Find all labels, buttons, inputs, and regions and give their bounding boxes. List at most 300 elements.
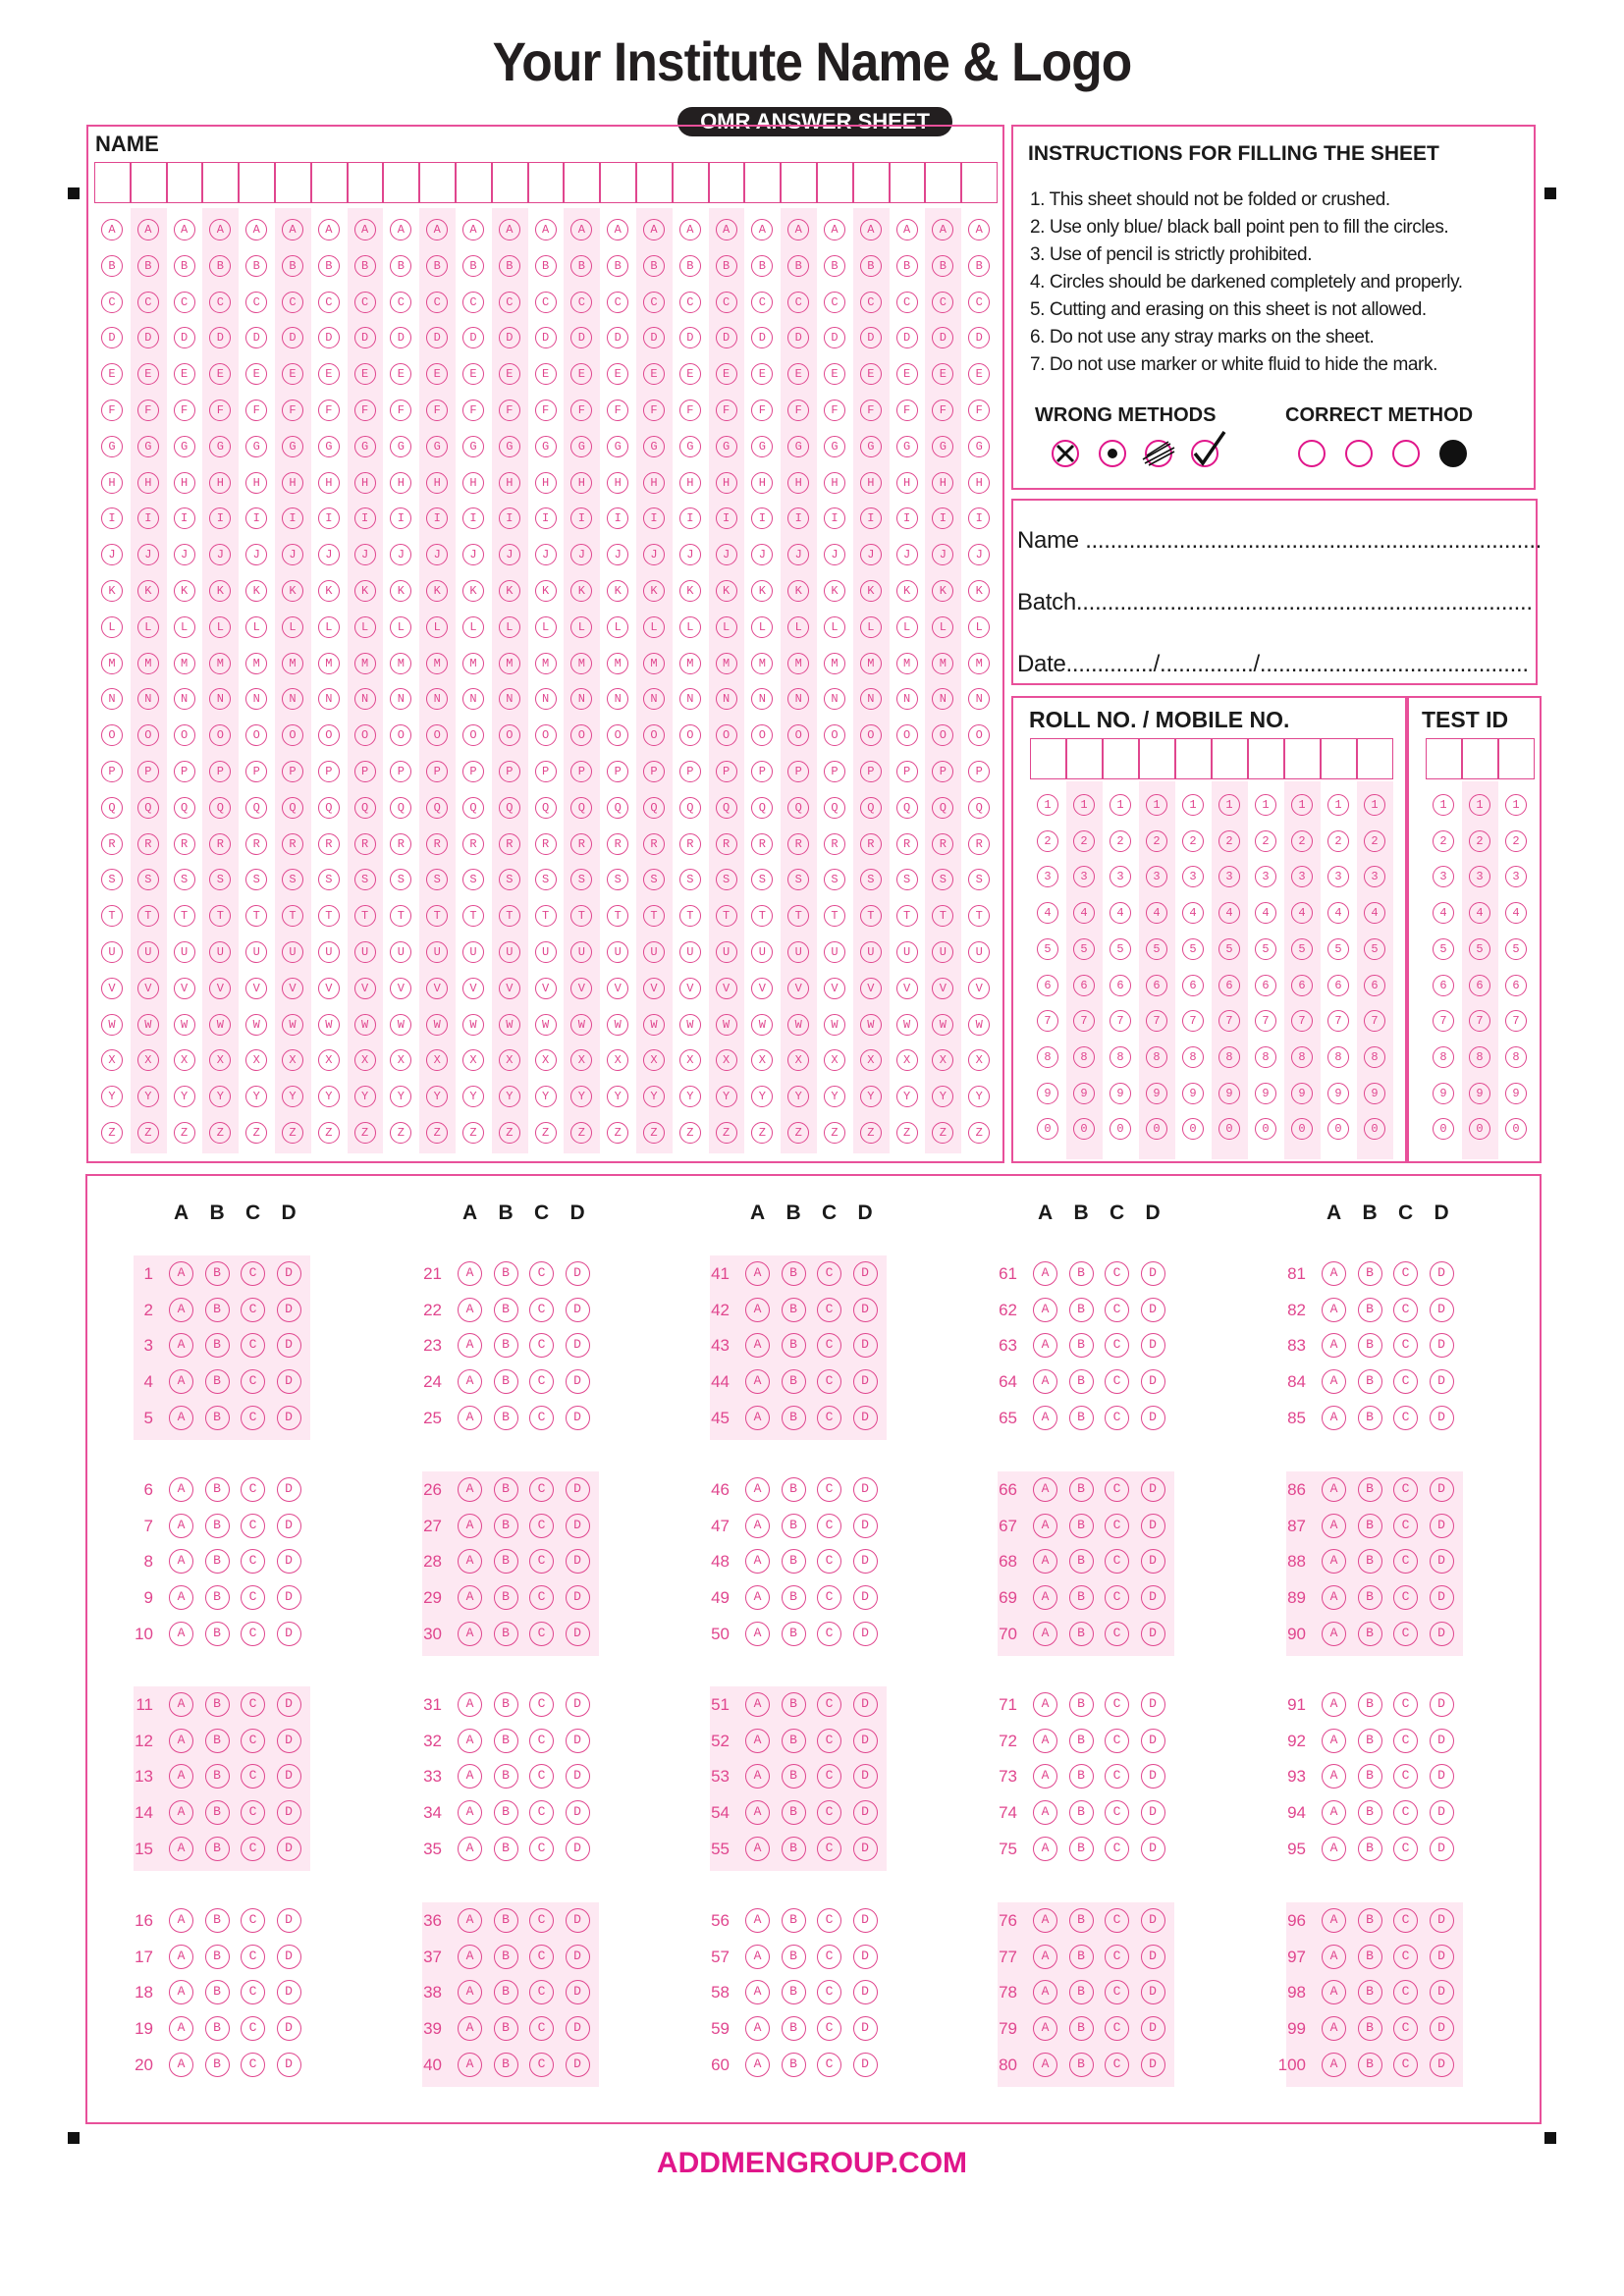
answer-bubble[interactable]: B — [782, 1764, 806, 1789]
name-bubble[interactable]: P — [499, 761, 520, 782]
name-bubble[interactable]: B — [860, 255, 882, 277]
roll-bubble[interactable]: 6 — [1291, 975, 1313, 996]
name-bubble[interactable]: C — [824, 292, 845, 313]
answer-bubble[interactable]: C — [817, 1980, 841, 2004]
roll-bubble[interactable]: 6 — [1037, 975, 1058, 996]
answer-bubble[interactable]: C — [817, 1729, 841, 1753]
name-bubble[interactable]: T — [824, 905, 845, 927]
answer-bubble[interactable]: C — [817, 2053, 841, 2077]
answer-bubble[interactable]: A — [169, 1477, 193, 1502]
name-bubble[interactable]: A — [101, 219, 123, 240]
roll-bubble[interactable]: 4 — [1218, 902, 1240, 924]
answer-bubble[interactable]: A — [745, 1837, 770, 1861]
answer-bubble[interactable]: B — [1358, 1261, 1382, 1286]
name-bubble[interactable]: Z — [716, 1122, 737, 1144]
answer-bubble[interactable]: C — [817, 1945, 841, 1969]
name-bubble[interactable]: A — [354, 219, 376, 240]
name-bubble[interactable]: D — [932, 327, 953, 348]
name-bubble[interactable]: C — [245, 292, 267, 313]
name-bubble[interactable]: A — [643, 219, 665, 240]
answer-bubble[interactable]: B — [205, 1908, 230, 1933]
answer-bubble[interactable]: C — [529, 1908, 554, 1933]
answer-bubble[interactable]: D — [853, 1729, 878, 1753]
answer-bubble[interactable]: A — [1322, 1406, 1346, 1430]
test-id-bubble[interactable]: 1 — [1505, 794, 1527, 816]
roll-bubble[interactable]: 6 — [1182, 975, 1204, 996]
answer-bubble[interactable]: A — [458, 1908, 482, 1933]
name-bubble[interactable]: T — [751, 905, 773, 927]
name-bubble[interactable]: V — [101, 978, 123, 999]
answer-bubble[interactable]: C — [1393, 1980, 1418, 2004]
name-bubble[interactable]: I — [499, 507, 520, 529]
name-bubble[interactable]: O — [354, 724, 376, 746]
name-bubble[interactable]: Q — [174, 797, 195, 819]
answer-bubble[interactable]: D — [566, 1333, 590, 1358]
name-bubble[interactable]: J — [209, 544, 231, 565]
name-bubble[interactable]: Z — [318, 1122, 340, 1144]
answer-bubble[interactable]: D — [566, 1369, 590, 1394]
name-field[interactable]: Name ......................................................................... — [1017, 527, 1543, 554]
name-bubble[interactable]: O — [101, 724, 123, 746]
answer-bubble[interactable]: C — [1393, 1729, 1418, 1753]
name-bubble[interactable]: D — [751, 327, 773, 348]
answer-bubble[interactable]: A — [1322, 1261, 1346, 1286]
name-bubble[interactable]: C — [932, 292, 953, 313]
name-bubble[interactable]: Q — [860, 797, 882, 819]
answer-bubble[interactable]: D — [1141, 1261, 1165, 1286]
name-bubble[interactable]: C — [679, 292, 701, 313]
name-bubble[interactable]: T — [462, 905, 484, 927]
name-bubble[interactable]: V — [607, 978, 628, 999]
name-bubble[interactable]: Q — [499, 797, 520, 819]
answer-bubble[interactable]: C — [1105, 1298, 1129, 1322]
name-bubble[interactable]: L — [535, 616, 557, 638]
answer-bubble[interactable]: B — [205, 1692, 230, 1717]
answer-bubble[interactable]: C — [241, 2016, 265, 2041]
name-bubble[interactable]: B — [643, 255, 665, 277]
answer-bubble[interactable]: A — [1033, 1800, 1057, 1825]
name-bubble[interactable]: Z — [860, 1122, 882, 1144]
name-bubble[interactable]: M — [751, 653, 773, 674]
name-bubble[interactable]: X — [174, 1049, 195, 1071]
roll-bubble[interactable]: 8 — [1291, 1046, 1313, 1068]
name-bubble[interactable]: U — [932, 941, 953, 963]
answer-bubble[interactable]: B — [1358, 1945, 1382, 1969]
name-bubble[interactable]: D — [354, 327, 376, 348]
roll-bubble[interactable]: 2 — [1146, 830, 1167, 852]
roll-digit-box[interactable] — [1175, 738, 1212, 779]
answer-bubble[interactable]: A — [1033, 1298, 1057, 1322]
answer-bubble[interactable]: B — [494, 1800, 518, 1825]
name-bubble[interactable]: Y — [174, 1086, 195, 1107]
roll-bubble[interactable]: 1 — [1291, 794, 1313, 816]
answer-bubble[interactable]: A — [745, 1622, 770, 1646]
name-bubble[interactable]: I — [354, 507, 376, 529]
name-bubble[interactable]: F — [245, 400, 267, 421]
name-bubble[interactable]: W — [968, 1014, 990, 1036]
name-bubble[interactable]: Y — [318, 1086, 340, 1107]
answer-bubble[interactable]: A — [1322, 2053, 1346, 2077]
name-bubble[interactable]: W — [426, 1014, 448, 1036]
name-bubble[interactable]: Y — [535, 1086, 557, 1107]
name-bubble[interactable]: U — [787, 941, 809, 963]
answer-bubble[interactable]: D — [566, 1261, 590, 1286]
name-bubble[interactable]: S — [101, 869, 123, 890]
name-bubble[interactable]: E — [860, 363, 882, 385]
roll-digit-box[interactable] — [1357, 738, 1393, 779]
test-id-bubble[interactable]: 7 — [1433, 1010, 1454, 1032]
answer-bubble[interactable]: B — [1358, 1369, 1382, 1394]
date-field[interactable]: Date............../.............../........................................... — [1017, 651, 1529, 677]
answer-bubble[interactable]: B — [1358, 1585, 1382, 1610]
answer-bubble[interactable]: B — [1358, 1764, 1382, 1789]
answer-bubble[interactable]: C — [1393, 1333, 1418, 1358]
answer-bubble[interactable]: C — [1393, 2016, 1418, 2041]
answer-bubble[interactable]: A — [169, 1261, 193, 1286]
name-bubble[interactable]: G — [787, 436, 809, 457]
answer-bubble[interactable]: D — [566, 1908, 590, 1933]
name-bubble[interactable]: K — [643, 580, 665, 602]
name-bubble[interactable]: P — [570, 761, 592, 782]
answer-bubble[interactable]: B — [782, 1477, 806, 1502]
answer-bubble[interactable]: C — [1393, 1622, 1418, 1646]
name-bubble[interactable]: E — [679, 363, 701, 385]
answer-bubble[interactable]: A — [169, 1908, 193, 1933]
answer-bubble[interactable]: B — [205, 1261, 230, 1286]
answer-bubble[interactable]: C — [529, 1980, 554, 2004]
answer-bubble[interactable]: A — [169, 1298, 193, 1322]
name-bubble[interactable]: E — [426, 363, 448, 385]
name-bubble[interactable]: E — [570, 363, 592, 385]
name-bubble[interactable]: S — [426, 869, 448, 890]
name-letter-box[interactable] — [709, 162, 745, 203]
name-bubble[interactable]: X — [751, 1049, 773, 1071]
answer-bubble[interactable]: C — [1393, 1800, 1418, 1825]
name-bubble[interactable]: W — [499, 1014, 520, 1036]
name-bubble[interactable]: A — [137, 219, 159, 240]
name-bubble[interactable]: Z — [137, 1122, 159, 1144]
name-bubble[interactable]: Q — [318, 797, 340, 819]
name-bubble[interactable]: C — [209, 292, 231, 313]
name-letter-box[interactable] — [564, 162, 600, 203]
name-bubble[interactable]: Y — [751, 1086, 773, 1107]
answer-bubble[interactable]: B — [782, 1837, 806, 1861]
name-bubble[interactable]: V — [209, 978, 231, 999]
answer-bubble[interactable]: B — [782, 1945, 806, 1969]
name-bubble[interactable]: U — [318, 941, 340, 963]
name-bubble[interactable]: Y — [462, 1086, 484, 1107]
test-id-digit-box[interactable] — [1462, 738, 1498, 779]
name-bubble[interactable]: H — [860, 472, 882, 494]
answer-bubble[interactable]: B — [205, 2016, 230, 2041]
answer-bubble[interactable]: C — [817, 1333, 841, 1358]
name-bubble[interactable]: U — [860, 941, 882, 963]
roll-bubble[interactable]: 5 — [1037, 938, 1058, 960]
name-bubble[interactable]: B — [390, 255, 411, 277]
answer-bubble[interactable]: A — [1033, 1692, 1057, 1717]
name-bubble[interactable]: M — [716, 653, 737, 674]
answer-bubble[interactable]: D — [1141, 1764, 1165, 1789]
name-bubble[interactable]: U — [968, 941, 990, 963]
answer-bubble[interactable]: D — [566, 2053, 590, 2077]
name-bubble[interactable]: T — [679, 905, 701, 927]
answer-bubble[interactable]: C — [529, 1729, 554, 1753]
name-bubble[interactable]: E — [137, 363, 159, 385]
answer-bubble[interactable]: D — [853, 1908, 878, 1933]
name-bubble[interactable]: M — [787, 653, 809, 674]
name-bubble[interactable]: S — [535, 869, 557, 890]
name-bubble[interactable]: L — [716, 616, 737, 638]
answer-bubble[interactable]: A — [1322, 1477, 1346, 1502]
answer-bubble[interactable]: A — [1033, 1549, 1057, 1574]
answer-bubble[interactable]: D — [1141, 1477, 1165, 1502]
answer-bubble[interactable]: D — [1141, 1622, 1165, 1646]
answer-bubble[interactable]: A — [745, 1729, 770, 1753]
answer-bubble[interactable]: A — [1322, 1945, 1346, 1969]
name-letter-box[interactable] — [275, 162, 311, 203]
answer-bubble[interactable]: D — [566, 1585, 590, 1610]
answer-bubble[interactable]: C — [817, 1908, 841, 1933]
name-bubble[interactable]: N — [570, 688, 592, 710]
answer-bubble[interactable]: D — [277, 1800, 301, 1825]
answer-bubble[interactable]: C — [529, 1514, 554, 1538]
test-id-digit-box[interactable] — [1498, 738, 1535, 779]
name-bubble[interactable]: D — [462, 327, 484, 348]
answer-bubble[interactable]: A — [169, 1764, 193, 1789]
answer-bubble[interactable]: A — [1033, 1729, 1057, 1753]
test-id-bubble[interactable]: 0 — [1505, 1118, 1527, 1140]
roll-bubble[interactable]: 7 — [1291, 1010, 1313, 1032]
name-bubble[interactable]: F — [643, 400, 665, 421]
name-bubble[interactable]: X — [896, 1049, 918, 1071]
name-bubble[interactable]: M — [390, 653, 411, 674]
name-bubble[interactable]: N — [426, 688, 448, 710]
name-bubble[interactable]: N — [318, 688, 340, 710]
answer-bubble[interactable]: B — [1358, 2016, 1382, 2041]
name-bubble[interactable]: Z — [787, 1122, 809, 1144]
answer-bubble[interactable]: A — [458, 1261, 482, 1286]
answer-bubble[interactable]: B — [205, 1406, 230, 1430]
name-bubble[interactable]: X — [137, 1049, 159, 1071]
name-bubble[interactable]: Q — [282, 797, 303, 819]
name-bubble[interactable]: P — [318, 761, 340, 782]
name-bubble[interactable]: Q — [354, 797, 376, 819]
name-bubble[interactable]: H — [607, 472, 628, 494]
name-bubble[interactable]: L — [137, 616, 159, 638]
answer-bubble[interactable]: C — [1393, 1477, 1418, 1502]
name-bubble[interactable]: F — [209, 400, 231, 421]
answer-bubble[interactable]: D — [1430, 1549, 1454, 1574]
answer-bubble[interactable]: A — [1322, 1622, 1346, 1646]
answer-bubble[interactable]: B — [205, 1945, 230, 1969]
name-bubble[interactable]: B — [499, 255, 520, 277]
name-bubble[interactable]: A — [499, 219, 520, 240]
roll-bubble[interactable]: 0 — [1182, 1118, 1204, 1140]
name-bubble[interactable]: M — [499, 653, 520, 674]
answer-bubble[interactable]: C — [1105, 1261, 1129, 1286]
roll-bubble[interactable]: 4 — [1073, 902, 1095, 924]
name-letter-box[interactable] — [853, 162, 890, 203]
name-bubble[interactable]: P — [896, 761, 918, 782]
name-bubble[interactable]: C — [462, 292, 484, 313]
name-bubble[interactable]: W — [535, 1014, 557, 1036]
answer-bubble[interactable]: B — [782, 1549, 806, 1574]
name-bubble[interactable]: K — [896, 580, 918, 602]
answer-bubble[interactable]: D — [1430, 1622, 1454, 1646]
test-id-bubble[interactable]: 6 — [1469, 975, 1490, 996]
answer-bubble[interactable]: C — [1393, 1908, 1418, 1933]
name-bubble[interactable]: B — [426, 255, 448, 277]
answer-bubble[interactable]: C — [241, 2053, 265, 2077]
name-bubble[interactable]: Y — [787, 1086, 809, 1107]
test-id-bubble[interactable]: 3 — [1469, 866, 1490, 887]
name-bubble[interactable]: Y — [282, 1086, 303, 1107]
answer-bubble[interactable]: B — [205, 1549, 230, 1574]
answer-bubble[interactable]: C — [529, 1945, 554, 1969]
answer-bubble[interactable]: B — [1358, 1908, 1382, 1933]
roll-bubble[interactable]: 1 — [1327, 794, 1349, 816]
answer-bubble[interactable]: B — [1069, 2053, 1094, 2077]
name-bubble[interactable]: N — [101, 688, 123, 710]
name-bubble[interactable]: T — [896, 905, 918, 927]
name-bubble[interactable]: E — [787, 363, 809, 385]
name-bubble[interactable]: D — [174, 327, 195, 348]
answer-bubble[interactable]: A — [169, 1406, 193, 1430]
roll-bubble[interactable]: 4 — [1327, 902, 1349, 924]
answer-bubble[interactable]: D — [277, 1908, 301, 1933]
answer-bubble[interactable]: D — [853, 1298, 878, 1322]
name-bubble[interactable]: V — [282, 978, 303, 999]
name-bubble[interactable]: W — [607, 1014, 628, 1036]
name-bubble[interactable]: R — [751, 833, 773, 855]
answer-bubble[interactable]: C — [1393, 1298, 1418, 1322]
name-bubble[interactable]: R — [426, 833, 448, 855]
name-bubble[interactable]: B — [462, 255, 484, 277]
name-bubble[interactable]: S — [679, 869, 701, 890]
roll-bubble[interactable]: 4 — [1146, 902, 1167, 924]
name-bubble[interactable]: X — [716, 1049, 737, 1071]
name-bubble[interactable]: E — [643, 363, 665, 385]
name-bubble[interactable]: I — [932, 507, 953, 529]
name-bubble[interactable]: O — [570, 724, 592, 746]
name-bubble[interactable]: W — [209, 1014, 231, 1036]
name-bubble[interactable]: P — [462, 761, 484, 782]
name-bubble[interactable]: D — [570, 327, 592, 348]
answer-bubble[interactable]: B — [205, 1514, 230, 1538]
answer-bubble[interactable]: C — [817, 1549, 841, 1574]
answer-bubble[interactable]: D — [853, 1837, 878, 1861]
name-bubble[interactable]: Z — [535, 1122, 557, 1144]
answer-bubble[interactable]: B — [494, 1945, 518, 1969]
name-bubble[interactable]: B — [245, 255, 267, 277]
name-bubble[interactable]: K — [174, 580, 195, 602]
answer-bubble[interactable]: C — [529, 1837, 554, 1861]
roll-bubble[interactable]: 2 — [1182, 830, 1204, 852]
test-id-bubble[interactable]: 4 — [1433, 902, 1454, 924]
name-bubble[interactable]: C — [607, 292, 628, 313]
roll-bubble[interactable]: 9 — [1291, 1083, 1313, 1104]
name-bubble[interactable]: B — [607, 255, 628, 277]
test-id-bubble[interactable]: 8 — [1469, 1046, 1490, 1068]
answer-bubble[interactable]: C — [241, 1549, 265, 1574]
name-bubble[interactable]: V — [787, 978, 809, 999]
name-bubble[interactable]: X — [462, 1049, 484, 1071]
answer-bubble[interactable]: C — [241, 1622, 265, 1646]
answer-bubble[interactable]: D — [277, 1333, 301, 1358]
name-bubble[interactable]: M — [137, 653, 159, 674]
roll-bubble[interactable]: 8 — [1218, 1046, 1240, 1068]
name-bubble[interactable]: L — [318, 616, 340, 638]
roll-digit-box[interactable] — [1321, 738, 1357, 779]
name-bubble[interactable]: Q — [101, 797, 123, 819]
name-bubble[interactable]: G — [679, 436, 701, 457]
name-bubble[interactable]: Z — [824, 1122, 845, 1144]
answer-bubble[interactable]: D — [1430, 1729, 1454, 1753]
answer-bubble[interactable]: B — [1069, 1298, 1094, 1322]
roll-bubble[interactable]: 3 — [1327, 866, 1349, 887]
name-bubble[interactable]: P — [932, 761, 953, 782]
name-bubble[interactable]: Z — [607, 1122, 628, 1144]
name-bubble[interactable]: D — [787, 327, 809, 348]
answer-bubble[interactable]: D — [1141, 1908, 1165, 1933]
name-bubble[interactable]: Z — [570, 1122, 592, 1144]
name-bubble[interactable]: P — [174, 761, 195, 782]
answer-bubble[interactable]: B — [494, 1477, 518, 1502]
name-bubble[interactable]: M — [643, 653, 665, 674]
answer-bubble[interactable]: D — [1430, 1406, 1454, 1430]
answer-bubble[interactable]: D — [277, 1369, 301, 1394]
name-bubble[interactable]: D — [860, 327, 882, 348]
name-bubble[interactable]: W — [643, 1014, 665, 1036]
name-bubble[interactable]: N — [751, 688, 773, 710]
answer-bubble[interactable]: A — [169, 1692, 193, 1717]
answer-bubble[interactable]: A — [745, 1908, 770, 1933]
answer-bubble[interactable]: B — [1069, 1692, 1094, 1717]
answer-bubble[interactable]: C — [529, 1477, 554, 1502]
answer-bubble[interactable]: D — [1430, 1261, 1454, 1286]
answer-bubble[interactable]: B — [494, 1369, 518, 1394]
answer-bubble[interactable]: A — [458, 1622, 482, 1646]
answer-bubble[interactable]: A — [1322, 1514, 1346, 1538]
answer-bubble[interactable]: D — [277, 1261, 301, 1286]
name-bubble[interactable]: E — [390, 363, 411, 385]
answer-bubble[interactable]: A — [169, 1333, 193, 1358]
name-bubble[interactable]: H — [751, 472, 773, 494]
answer-bubble[interactable]: D — [853, 1980, 878, 2004]
name-bubble[interactable]: O — [462, 724, 484, 746]
answer-bubble[interactable]: B — [782, 1369, 806, 1394]
answer-bubble[interactable]: B — [1358, 2053, 1382, 2077]
name-bubble[interactable]: W — [354, 1014, 376, 1036]
answer-bubble[interactable]: B — [1358, 1980, 1382, 2004]
answer-bubble[interactable]: A — [458, 1549, 482, 1574]
answer-bubble[interactable]: A — [1033, 1477, 1057, 1502]
name-bubble[interactable]: A — [318, 219, 340, 240]
name-bubble[interactable]: K — [716, 580, 737, 602]
answer-bubble[interactable]: B — [1069, 1622, 1094, 1646]
roll-bubble[interactable]: 1 — [1037, 794, 1058, 816]
name-bubble[interactable]: S — [390, 869, 411, 890]
name-bubble[interactable]: L — [354, 616, 376, 638]
name-bubble[interactable]: I — [426, 507, 448, 529]
name-bubble[interactable]: L — [426, 616, 448, 638]
roll-bubble[interactable]: 4 — [1255, 902, 1276, 924]
answer-bubble[interactable]: D — [1430, 1298, 1454, 1322]
roll-bubble[interactable]: 1 — [1146, 794, 1167, 816]
name-bubble[interactable]: J — [824, 544, 845, 565]
roll-bubble[interactable]: 5 — [1364, 938, 1385, 960]
name-bubble[interactable]: Q — [570, 797, 592, 819]
